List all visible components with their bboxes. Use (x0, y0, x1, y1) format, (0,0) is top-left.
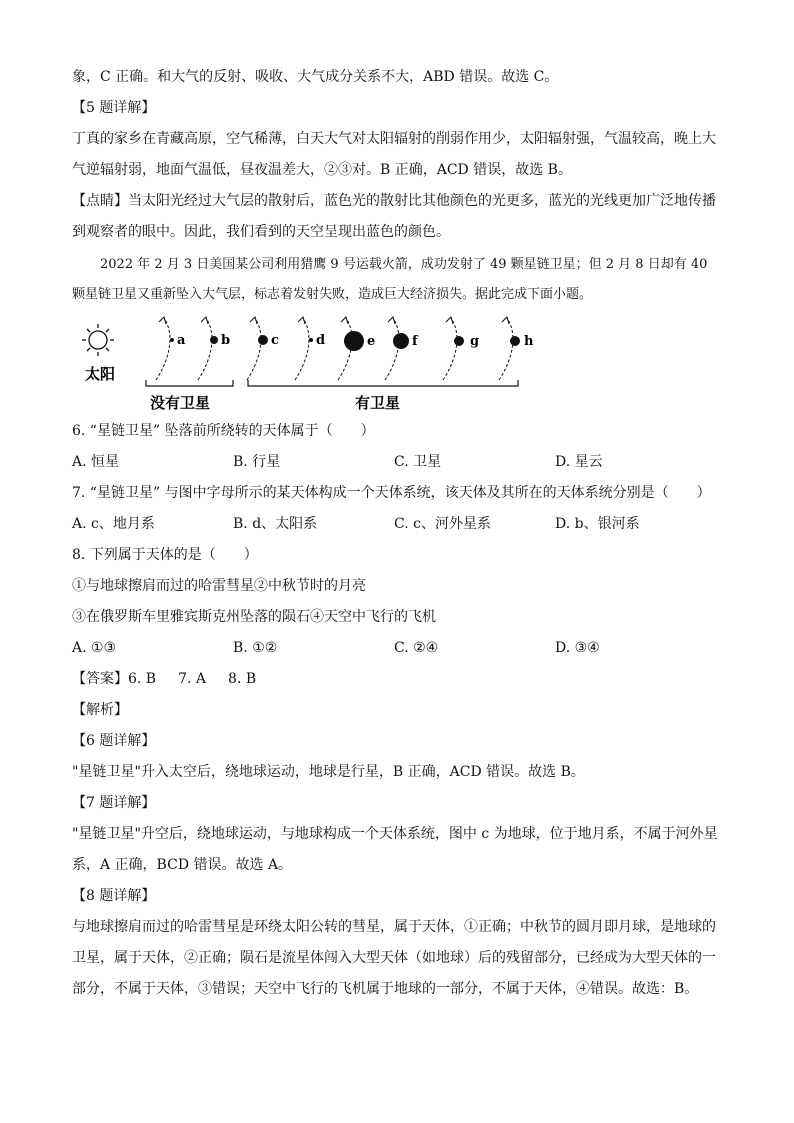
question-8-item-1: ①与地球擦肩而过的哈雷彗星②中秋节时的月亮 (72, 578, 366, 594)
orbit-path (499, 318, 513, 380)
planet-label-f: f (412, 334, 418, 349)
question-8-options (72, 633, 722, 664)
option-b: B. ①② (233, 640, 278, 656)
question-7-options (72, 509, 722, 540)
bracket-no-satellite (146, 380, 233, 386)
orbit-arrow-icon (159, 317, 166, 324)
option-a: A. ①③ (72, 640, 117, 656)
planet-a (170, 333, 186, 348)
section-heading-q8: 【8 题详解】 (72, 888, 156, 904)
bracket-with-satellite (248, 380, 518, 386)
section-heading-q5: 【5 题详解】 (72, 100, 156, 116)
group-label-no-satellite: 没有卫星 (150, 394, 211, 412)
planet-h (510, 334, 534, 349)
planet-label-a: a (177, 333, 186, 348)
tip-paragraph: 【点睛】当太阳光经过大气层的散射后，蓝色光的散射比其他颜色的光更多，蓝光的光线更加广泛地传播到观察者的眼中。因此，我们看到的天空呈现出蓝色的颜色。 (72, 193, 716, 240)
planet-f (393, 333, 419, 349)
paragraph-q8: 与地球擦肩而过的哈雷彗星是环绕太阳公转的彗星，属于天体，①正确；中秋节的圆月即月球，是地球的卫星，属于天体，②正确；陨石是流星体闯入大型天体（如地球）后的残留部分，已经成为大型天体的一部分，不属于天体，③错误；天空中飞行的飞机属于地球的一部分，不属于天体，④错误。故选：B。 (72, 919, 716, 997)
question-8-stem: 8. 下列属于天体的是（ ） (72, 547, 258, 563)
planet-e (344, 331, 375, 351)
answer-label: 【答案】 (72, 671, 128, 687)
analysis-heading: 【解析】 (72, 702, 128, 718)
answer-7: 7. A (178, 671, 207, 687)
question-7-stem: 7. “星链卫星” 与图中字母所示的某天体构成一个天体系统，该天体及其所在的天体系统分别是（ ） (72, 485, 711, 501)
option-b: B. d、太阳系 (233, 516, 318, 532)
planet-diagram-svg (78, 316, 538, 414)
planet-label-g: g (470, 334, 480, 349)
material-intro: 2022 年 2 月 3 日美国某公司利用猎鹰 9 号运载火箭，成功发射了 49 颗星链卫星；但 2 月 8 日却有 40 颗星链卫星又重新坠入大气层，标志着发射失败，造成巨大经济损失。据此完成下面小题。 (72, 257, 708, 302)
option-b: B. 行星 (233, 454, 281, 470)
section-heading-q6: 【6 题详解】 (72, 733, 156, 749)
paragraph-q7: "星链卫星"升空后，绕地球运动，与地球构成一个天体系统，图中 c 为地球，位于地月系，不属于河外星系，A 正确，BCD 错误。故选 A。 (72, 826, 718, 873)
answer-8: 8. B (228, 671, 257, 687)
planet-diagram (78, 316, 538, 414)
planet-label-d: d (316, 333, 326, 348)
orbit-paths (156, 317, 513, 380)
option-a: A. c、地月系 (72, 516, 155, 532)
orbit-path (156, 318, 170, 380)
planet-label-b: b (221, 333, 231, 348)
option-d: D. b、银河系 (555, 516, 640, 532)
option-d: D. 星云 (555, 454, 603, 470)
planet-g (454, 334, 479, 349)
orbit-arrow-icon (341, 317, 348, 324)
document-page (72, 62, 722, 1005)
orbit-arrow-icon (250, 317, 257, 324)
planet-d (309, 333, 325, 348)
orbit-arrow-icon (298, 317, 305, 324)
planet-b (210, 333, 230, 348)
option-d: D. ③④ (555, 640, 600, 656)
text-line: 象，C 正确。和大气的反射、吸收、大气成分关系不大，ABD 错误。故选 C。 (72, 69, 559, 85)
orbit-arrow-icon (388, 317, 395, 324)
option-c: C. ②④ (394, 640, 439, 656)
option-c: C. c、河外星系 (394, 516, 491, 532)
planet-label-e: e (367, 334, 376, 349)
option-c: C. 卫星 (394, 454, 442, 470)
orbit-path (295, 318, 309, 380)
sun-icon (82, 324, 114, 356)
orbit-arrow-icon (502, 317, 509, 324)
option-a: A. 恒星 (72, 454, 120, 470)
question-6-stem: 6. “星链卫星” 坠落前所绕转的天体属于（ ） (72, 423, 375, 439)
answer-6: 6. B (128, 671, 157, 687)
orbit-path (247, 318, 261, 380)
orbit-path (198, 318, 212, 380)
orbit-path (443, 318, 457, 380)
question-6-options (72, 447, 722, 478)
paragraph-q5: 丁真的家乡在青藏高原，空气稀薄，白天大气对太阳辐射的削弱作用少，太阳辐射强，气温较高，晚上大气逆辐射弱，地面气温低，昼夜温差大，②③对。B 正确，ACD 错误，故选 B。 (72, 131, 716, 178)
sun-label: 太阳 (85, 365, 116, 383)
planet-label-c: c (271, 333, 279, 348)
section-heading-q7: 【7 题详解】 (72, 795, 156, 811)
group-label-with-satellite: 有卫星 (355, 394, 401, 412)
answer-line (72, 664, 722, 695)
planet-label-h: h (524, 334, 534, 349)
question-8-item-2: ③在俄罗斯车里雅宾斯克州坠落的陨石④天空中飞行的飞机 (72, 609, 436, 625)
orbit-arrow-icon (446, 317, 453, 324)
orbit-path (385, 318, 399, 380)
paragraph-q6: "星链卫星"升入太空后，绕地球运动，地球是行星，B 正确，ACD 错误。故选 B。 (72, 764, 585, 780)
orbit-arrow-icon (201, 317, 208, 324)
